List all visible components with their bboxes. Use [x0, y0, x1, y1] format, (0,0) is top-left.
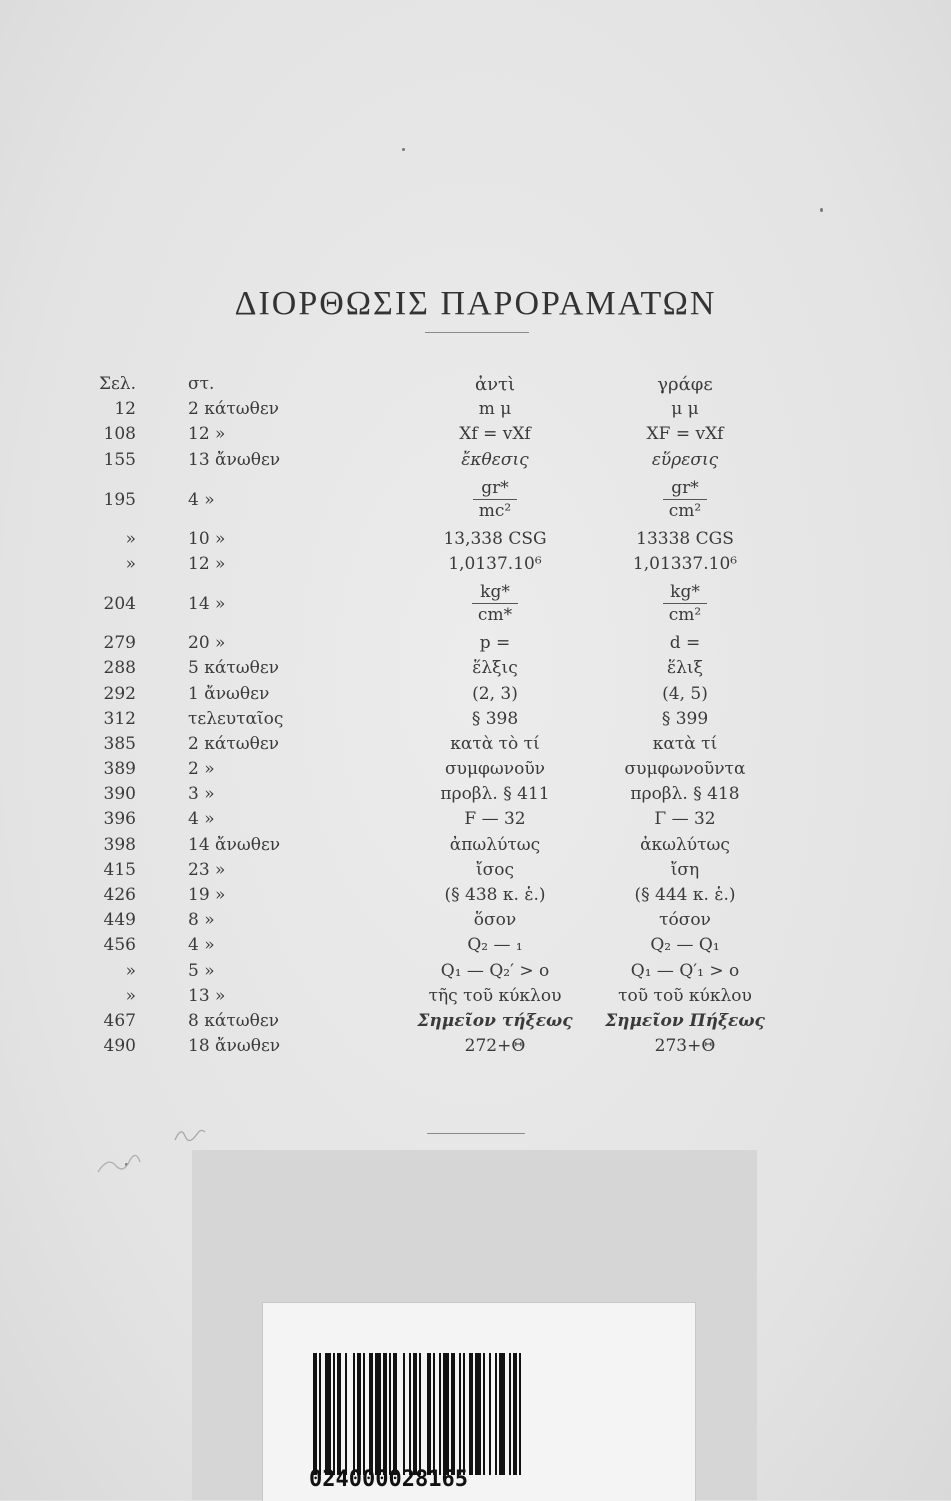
header-write: γράφε: [657, 374, 713, 395]
row-write: (§ 444 κ. ἑ.): [634, 885, 736, 905]
table-row: [0, 1009, 951, 1034]
row-line: 2 κάτωθεν: [188, 733, 279, 754]
speck: [820, 208, 823, 212]
barcode-bar: [413, 1353, 417, 1475]
row-page: 385: [103, 733, 136, 754]
row-line: 12 »: [188, 553, 226, 574]
row-page: 467: [103, 1010, 136, 1031]
barcode-bar: [389, 1353, 391, 1475]
barcode-bar: [469, 1353, 473, 1475]
row-instead: Q₂ — ₁: [467, 935, 523, 956]
barcode-bar: [499, 1353, 505, 1475]
row-instead: ἀπωλύτως: [449, 834, 541, 855]
row-line: 8 κάτωθεν: [188, 1010, 279, 1031]
row-write: [605, 581, 765, 626]
row-instead: § 398: [471, 708, 519, 729]
table-row: [0, 782, 951, 807]
row-line: 13 ἄνωθεν: [188, 449, 281, 470]
barcode-bar: [475, 1353, 481, 1475]
row-write: [605, 477, 765, 522]
row-write: Σημεῖον Πήξεως: [605, 1010, 765, 1031]
table-row: [0, 707, 951, 732]
row-instead: 1,0137.10⁶: [448, 553, 542, 574]
row-instead: τῆς τοῦ κύκλου: [428, 985, 562, 1006]
row-write: τόσον: [659, 910, 711, 931]
barcode-bar: [357, 1353, 361, 1475]
row-line: 18 ἄνωθεν: [188, 1036, 281, 1057]
barcode-bar: [483, 1353, 485, 1475]
row-page: 195: [103, 489, 136, 510]
barcode-bar: [519, 1353, 521, 1475]
table-row: [0, 959, 951, 984]
table-row: [0, 631, 951, 656]
table-header: [0, 372, 951, 397]
row-page: 389: [103, 759, 136, 780]
row-line: 3 »: [188, 784, 215, 805]
row-instead: [410, 477, 580, 522]
row-page: 12: [114, 399, 136, 420]
row-instead: 13,338 CSG: [443, 528, 547, 549]
table-row: [0, 682, 951, 707]
row-page: 204: [103, 594, 136, 615]
barcode-bar: [403, 1353, 405, 1475]
row-write: 1,01337.10⁶: [632, 553, 738, 574]
barcode-bar: [363, 1353, 365, 1475]
barcode-bar: [443, 1353, 449, 1475]
fraction-denominator: cm*: [477, 605, 513, 626]
barcode-number: 024000028165: [309, 1467, 468, 1492]
row-write: § 399: [661, 708, 709, 729]
row-write: Q₂ — Q₁: [650, 935, 720, 956]
barcode-bar: [459, 1353, 461, 1475]
barcode-bar: [419, 1353, 421, 1475]
row-write: ἀκωλύτως: [640, 834, 730, 855]
row-line: 8 »: [188, 910, 215, 931]
table-row: [0, 858, 951, 883]
row-instead: p =: [479, 633, 511, 654]
row-page: 426: [103, 885, 136, 905]
barcode-bar: [463, 1353, 465, 1475]
row-line: 14 ἄνωθεν: [188, 834, 281, 855]
fraction-numerator: kg*: [472, 581, 518, 604]
barcode-bar: [393, 1353, 397, 1475]
barcode-bar: [495, 1353, 497, 1475]
row-line: 20 »: [188, 633, 226, 654]
row-instead: (§ 438 κ. ἑ.): [444, 885, 546, 905]
row-line: 19 »: [188, 885, 226, 905]
table-row: [0, 933, 951, 958]
row-write: κατὰ τί: [652, 733, 718, 754]
row-instead: Xf = vXf: [459, 424, 531, 445]
row-instead: (2, 3): [472, 683, 518, 704]
row-instead: 272+Θ: [464, 1036, 526, 1057]
header-line: στ.: [188, 374, 215, 394]
row-line: 4 »: [188, 935, 215, 956]
row-write: ἕλιξ: [667, 658, 703, 679]
barcode-bar: [513, 1353, 517, 1475]
speck: [402, 148, 405, 151]
row-write: (4, 5): [662, 683, 708, 704]
barcode-bar: [409, 1353, 411, 1475]
table-row: [0, 1034, 951, 1059]
barcode-bar: [427, 1353, 431, 1475]
row-page: 449: [103, 910, 136, 931]
row-page: 155: [103, 449, 136, 470]
row-write: d =: [669, 633, 701, 654]
table-row: [0, 656, 951, 681]
fraction-numerator: gr*: [663, 477, 707, 500]
row-instead: Σημεῖον τήξεως: [417, 1010, 573, 1031]
row-line: 12 »: [188, 424, 226, 445]
row-write: 273+Θ: [654, 1036, 716, 1057]
title-rule: [425, 332, 529, 333]
row-instead: ἔκθεσις: [461, 449, 529, 470]
barcode-bar: [433, 1353, 435, 1475]
row-page: 398: [103, 834, 136, 855]
barcode-bar: [439, 1353, 441, 1475]
table-row: [0, 807, 951, 832]
fraction-denominator: mc²: [478, 500, 512, 521]
row-line: 10 »: [188, 528, 226, 549]
errata-table: [0, 372, 951, 1059]
table-row: [0, 397, 951, 422]
row-instead: F — 32: [464, 809, 526, 830]
row-page: »: [125, 960, 136, 981]
row-write: τοῦ τοῦ κύκλου: [618, 985, 752, 1006]
barcode-bar: [383, 1353, 387, 1475]
row-write: συμφωνοῦντα: [624, 759, 746, 780]
barcode-bar: [325, 1353, 331, 1475]
barcode-bar: [489, 1353, 491, 1475]
row-page: 292: [103, 683, 136, 704]
table-row: [0, 833, 951, 858]
fraction-denominator: cm²: [668, 500, 702, 521]
row-write: εὕρεσις: [651, 449, 719, 470]
page-title: ΔΙΟΡΘΩΣΙΣ ΠΑΡΟΡΑΜΑΤΩΝ: [234, 284, 717, 322]
barcode-bar: [509, 1353, 511, 1475]
row-page: »: [125, 985, 136, 1006]
row-line: 2 κάτωθεν: [188, 399, 279, 420]
barcode-icon: [313, 1353, 571, 1475]
row-page: 108: [103, 424, 136, 445]
row-page: 490: [103, 1036, 136, 1057]
table-row: [0, 473, 951, 527]
row-line: τελευταῖος: [188, 708, 284, 729]
table-row: [0, 527, 951, 552]
table-row: [0, 984, 951, 1009]
row-write: ἴση: [670, 859, 700, 880]
row-write: XF = vXf: [646, 424, 724, 445]
table-row: [0, 732, 951, 757]
barcode-bar: [319, 1353, 321, 1475]
row-instead: m μ: [478, 399, 512, 420]
row-instead: Q₁ — Q₂′ > o: [440, 960, 550, 981]
row-line: 23 »: [188, 859, 226, 880]
header-instead: ἀντὶ: [474, 374, 516, 395]
table-row: [0, 422, 951, 447]
row-page: »: [125, 528, 136, 549]
row-page: 396: [103, 809, 136, 830]
row-line: 4 »: [188, 489, 215, 510]
barcode-bar: [451, 1353, 455, 1475]
row-page: 312: [103, 708, 136, 729]
barcode-bar: [375, 1353, 381, 1475]
row-page: 390: [103, 784, 136, 805]
row-line: 2 »: [188, 759, 215, 780]
row-page: »: [125, 553, 136, 574]
row-write: Q₁ — Q′₁ > o: [630, 960, 740, 981]
row-line: 13 »: [188, 985, 226, 1006]
row-line: 14 »: [188, 594, 226, 615]
row-page: 279: [103, 633, 136, 654]
row-instead: ὅσον: [473, 910, 517, 931]
row-line: 4 »: [188, 809, 215, 830]
table-row: [0, 883, 951, 908]
row-line: 5 κάτωθεν: [188, 658, 279, 679]
row-write: προβλ. § 418: [630, 784, 740, 805]
barcode-bar: [345, 1353, 347, 1475]
row-instead: κατὰ τὸ τί: [450, 733, 540, 754]
row-instead: συμφωνοῦν: [445, 759, 545, 780]
row-line: 1 ἄνωθεν: [188, 683, 270, 704]
row-page: 288: [103, 658, 136, 679]
table-row: [0, 448, 951, 473]
row-page: 456: [103, 935, 136, 956]
row-instead: προβλ. § 411: [440, 784, 550, 805]
table-row: [0, 908, 951, 933]
barcode-label: [262, 1302, 696, 1501]
barcode-bar: [353, 1353, 355, 1475]
fraction-denominator: cm²: [668, 605, 702, 626]
row-write: Γ — 32: [654, 809, 716, 830]
row-write: μ μ: [671, 399, 699, 420]
row-page: 415: [103, 859, 136, 880]
row-instead: ἴσος: [475, 859, 515, 880]
end-rule: [427, 1133, 525, 1134]
barcode-bar: [369, 1353, 373, 1475]
barcode-bar: [337, 1353, 341, 1475]
fraction-numerator: gr*: [473, 477, 517, 500]
fraction-numerator: kg*: [663, 581, 707, 604]
row-instead: [410, 581, 580, 626]
barcode-bar: [333, 1353, 335, 1475]
table-row: [0, 757, 951, 782]
header-page: Σελ.: [98, 374, 136, 394]
row-write: 13338 CGS: [636, 528, 734, 549]
row-line: 5 »: [188, 960, 215, 981]
row-instead: ἕλξις: [472, 658, 518, 679]
table-row: [0, 552, 951, 577]
barcode-bar: [313, 1353, 317, 1475]
table-row: [0, 577, 951, 631]
